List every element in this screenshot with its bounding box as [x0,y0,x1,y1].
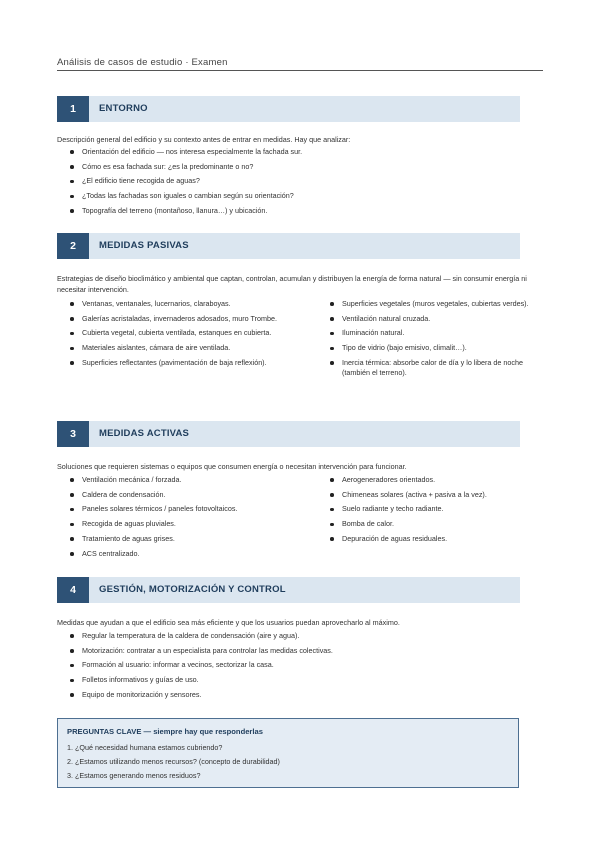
key-questions-title: PREGUNTAS CLAVE — siempre hay que responderlas [67,727,263,736]
section-list-left [68,299,282,373]
bullet-icon [70,523,74,527]
bullet-icon [330,302,334,306]
list-item: Ventilación mecánica / forzada. [68,475,308,485]
list-item: Bomba de calor. [328,519,538,529]
section-header-medidas-pasivas [57,233,520,259]
list-item: Depuración de aguas residuales. [328,534,538,544]
section-number: 2 [57,233,89,259]
list-item: Ventanas, ventanales, lucernarios, claraboyas. [68,299,282,309]
list-item: Folletos informativos y guías de uso. [68,675,518,685]
section-intro: Soluciones que requieren sistemas o equipos que consumen energía o necesitan intervención para funcionar. [57,462,407,471]
list-item: Tipo de vidrio (bajo emisivo, climalit…). [328,343,538,353]
bullet-icon [70,347,74,351]
bullet-icon [70,150,74,154]
section-title: ENTORNO [99,103,148,114]
section-list-left [68,475,308,563]
bullet-icon [70,317,74,321]
section-list [68,147,508,221]
section-title: GESTIÓN, MOTORIZACIÓN Y CONTROL [99,584,286,595]
section-header-medidas-activas [57,421,520,447]
list-item: Superficies vegetales (muros vegetales, cubiertas verdes). [328,299,538,309]
key-questions-box [57,718,519,788]
list-item: Cómo es esa fachada sur: ¿es la predominante o no? [68,162,508,172]
list-item: Topografía del terreno (montañoso, llanura…) y ubicación. [68,206,508,216]
section-intro: Medidas que ayudan a que el edificio sea más eficiente y que los usuarios puedan aprovecharlo al máximo. [57,618,400,627]
header-divider [57,70,543,71]
document-header: Análisis de casos de estudio · Examen [57,57,228,68]
list-item: Superficies reflectantes (pavimentación de baja reflexión). [68,358,282,368]
list-item: Materiales aislantes, cámara de aire ventilada. [68,343,282,353]
section-intro: Estrategias de diseño bioclimático y ambiental que captan, controlan, acumulan y distribuyen la energía de forma natural — sin consumir energía ni necesitar intervención. [57,274,527,294]
section-number: 3 [57,421,89,447]
bullet-icon [70,679,74,683]
bullet-icon [330,317,334,321]
list-item: Ventilación natural cruzada. [328,314,538,324]
list-item: 1. ¿Qué necesidad humana estamos cubriendo? [67,743,223,752]
key-questions-list [67,743,280,786]
list-item: Caldera de condensación. [68,490,308,500]
section-header-entorno [57,96,520,122]
list-item: Orientación del edificio — nos interesa especialmente la fachada sur. [68,147,508,157]
bullet-icon [70,634,74,638]
section-list-right [328,299,538,383]
section-header-gestion [57,577,520,603]
list-item: Cubierta vegetal, cubierta ventilada, estanques en cubierta. [68,328,282,338]
list-item: 3. ¿Estamos generando menos residuos? [67,771,201,781]
bullet-icon [330,332,334,336]
list-item: Motorización: contratar a un especialista para controlar las medidas colectivas. [68,646,518,656]
section-list [68,631,518,705]
bullet-icon [70,361,74,365]
list-item: Aerogeneradores orientados. [328,475,538,485]
bullet-icon [70,537,74,541]
section-list-right [328,475,538,549]
bullet-icon [330,508,334,512]
bullet-icon [330,347,334,351]
bullet-icon [330,478,334,482]
bullet-icon [70,552,74,556]
bullet-icon [330,493,334,497]
section-title: MEDIDAS PASIVAS [99,240,189,251]
bullet-icon [70,693,74,697]
bullet-icon [330,523,334,527]
section-title: MEDIDAS ACTIVAS [99,428,190,439]
list-item: Recogida de aguas pluviales. [68,519,308,529]
list-item: Regular la temperatura de la caldera de condensación (aire y agua). [68,631,518,641]
list-item: ¿El edificio tiene recogida de aguas? [68,176,508,186]
bullet-icon [70,302,74,306]
bullet-icon [70,209,74,213]
bullet-icon [70,493,74,497]
list-item: Chimeneas solares (activa + pasiva a la vez). [328,490,538,500]
list-item: ACS centralizado. [68,549,308,559]
bullet-icon [330,537,334,541]
list-item: Inercia térmica: absorbe calor de día y lo libera de noche (también el terreno). [328,358,538,379]
bullet-icon [70,649,74,653]
list-item: Paneles solares térmicos / paneles fotovoltaicos. [68,504,308,514]
list-item: 2. ¿Estamos utilizando menos recursos? (concepto de durabilidad) [67,757,280,767]
section-number: 1 [57,96,89,122]
bullet-icon [70,664,74,668]
bullet-icon [70,165,74,169]
bullet-icon [70,332,74,336]
bullet-icon [330,361,334,365]
bullet-icon [70,195,74,199]
bullet-icon [70,508,74,512]
bullet-icon [70,180,74,184]
list-item: Formación al usuario: informar a vecinos, sectorizar la casa. [68,660,518,670]
list-item: ¿Todas las fachadas son iguales o cambian según su orientación? [68,191,508,201]
bullet-icon [70,478,74,482]
list-item: Equipo de monitorización y sensores. [68,690,518,700]
list-item: Suelo radiante y techo radiante. [328,504,538,514]
list-item: Iluminación natural. [328,328,538,338]
section-intro: Descripción general del edificio y su contexto antes de entrar en medidas. Hay que analizar: [57,135,351,144]
section-number: 4 [57,577,89,603]
list-item: Galerías acristaladas, invernaderos adosados, muro Trombe. [68,314,282,324]
list-item: Tratamiento de aguas grises. [68,534,308,544]
